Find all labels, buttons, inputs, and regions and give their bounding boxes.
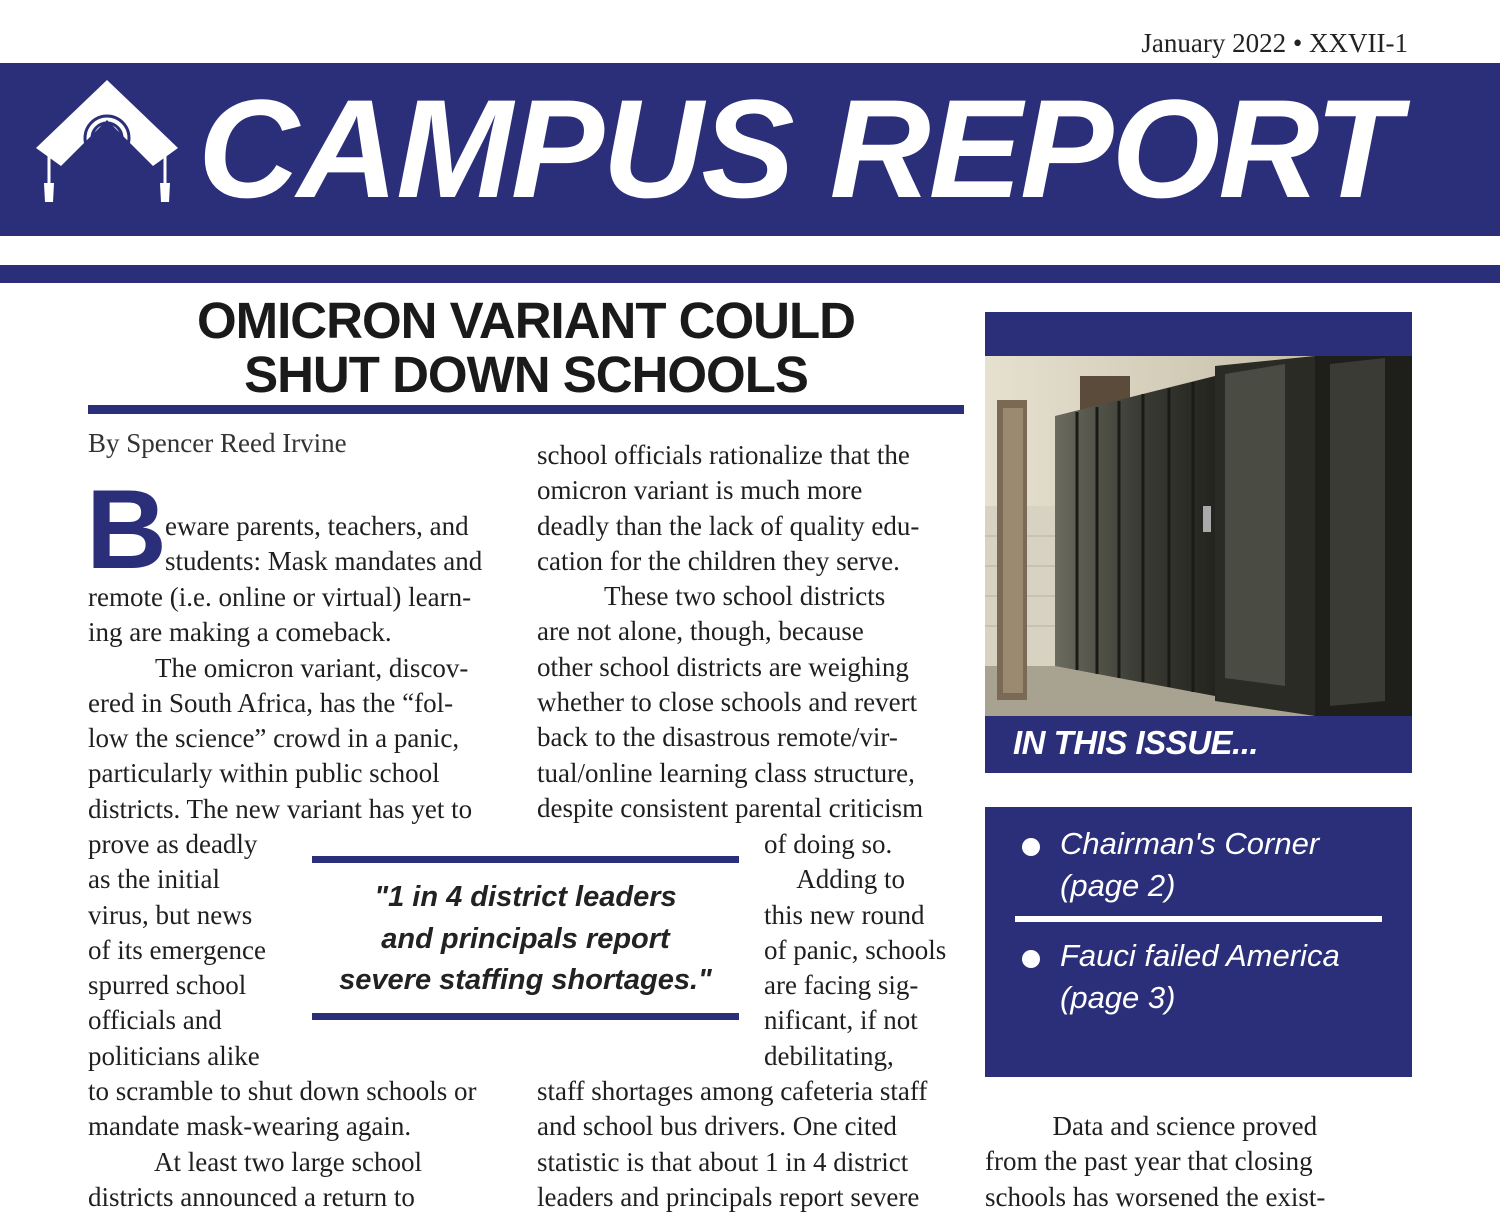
- drop-cap: B: [86, 467, 167, 592]
- issue-list-divider: [1015, 916, 1382, 922]
- headline-rule: [88, 405, 964, 414]
- masthead-rule: [0, 265, 1500, 283]
- bullet-icon: [1022, 838, 1040, 856]
- in-this-issue-list: [985, 807, 1412, 1077]
- pull-quote-bottom-rule: [312, 1013, 739, 1020]
- article-column-2: school officials rationalize that the omicron variant is much more deadly than the lack of quality edu- cation for the children they serve. These two school districts are not alone, though, because other school districts are weighing whether to close schools and revert back to the disastrous remote/vir- tual/online learning class structure, despite consistent parental criticism: [537, 440, 924, 823]
- sidebar-column-text: Data and science proved from the past year that closing schools has worsened the exist-: [985, 1111, 1326, 1212]
- issue-item-chairmans-corner[interactable]: Chairman's Corner (page 2): [1060, 826, 1320, 903]
- byline: By Spencer Reed Irvine: [88, 428, 347, 458]
- issue-date-line: January 2022 • XXVII-1: [1141, 28, 1408, 58]
- school-lockers-photo: [985, 356, 1412, 716]
- masthead-title: CAMPUS REPORT: [198, 70, 1399, 227]
- pull-quote: "1 in 4 district leaders and principals report severe staffing shortages.": [339, 881, 712, 996]
- article-column-1: remote (i.e. online or virtual) learn- ing are making a comeback. The omicron variant, discov- ered in South Africa, has the “fol- low the science” crowd in a panic, particularly within public school districts. The new variant has yet to: [88, 582, 473, 824]
- in-this-issue-banner: IN THIS ISSUE...: [985, 716, 1412, 773]
- article-intro-text: eware parents, teachers, and students: Mask mandates and: [165, 511, 483, 577]
- article-column-1-bottom: to scramble to shut down schools or mandate mask-wearing again. At least two large school districts announced a return to: [88, 1076, 477, 1212]
- issue-item-fauci-failed-america[interactable]: Fauci failed America (page 3): [1060, 938, 1340, 1015]
- article-column-1-narrow: prove as deadly as the initial virus, but news of its emergence spurred school officials and politicians alike: [88, 829, 266, 1071]
- sidebar-header-bar: [985, 312, 1412, 356]
- article-column-2-narrow: of doing so. Adding to this new round of panic, schools are facing sig- nificant, if not debilitating,: [764, 829, 947, 1071]
- bullet-icon: [1022, 950, 1040, 968]
- mortarboard-logo-icon: [34, 78, 180, 208]
- article-column-2-bottom: staff shortages among cafeteria staff and school bus drivers. One cited statistic is that about 1 in 4 district leaders and principals report severe: [537, 1076, 928, 1212]
- pull-quote-top-rule: [312, 856, 739, 863]
- article-headline: OMICRON VARIANT COULD SHUT DOWN SCHOOLS: [196, 292, 855, 403]
